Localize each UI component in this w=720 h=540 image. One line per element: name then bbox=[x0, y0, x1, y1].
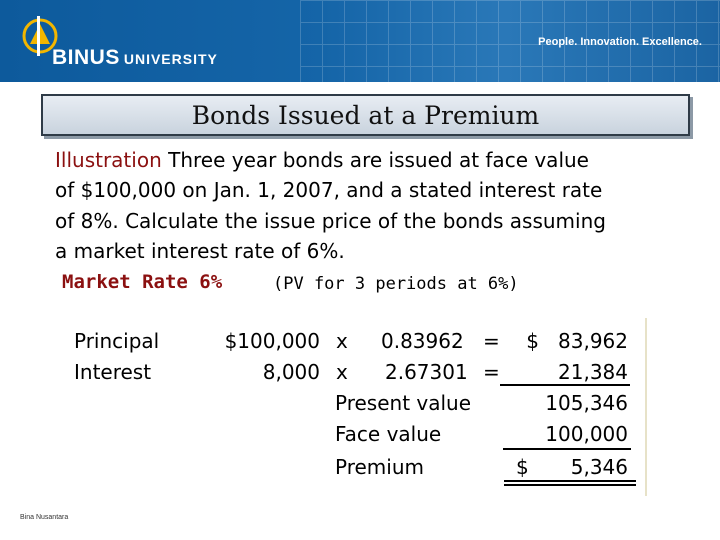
logo-binus: BINUS bbox=[52, 46, 120, 69]
market-rate-label: Market Rate 6% bbox=[62, 271, 223, 293]
premium-double-underline-1 bbox=[504, 480, 636, 482]
footer-text: Bina Nusantara bbox=[20, 514, 69, 521]
present-value-amount: 105,346 bbox=[545, 391, 628, 415]
interest-factor: 2.67301 bbox=[385, 360, 468, 384]
premium-label: Premium bbox=[335, 455, 424, 479]
paragraph-text-1: Three year bonds are issued at face value bbox=[168, 148, 589, 172]
header-banner bbox=[0, 0, 720, 82]
paragraph-line-3: of 8%. Calculate the issue price of the bonds assuming bbox=[55, 208, 606, 233]
illustration-paragraph bbox=[55, 145, 695, 266]
principal-label: Principal bbox=[74, 329, 160, 353]
face-value-label: Face value bbox=[335, 422, 442, 446]
slide-title-box bbox=[41, 94, 690, 136]
face-value-underline bbox=[503, 448, 631, 450]
interest-label: Interest bbox=[74, 360, 152, 384]
subtotal-underline bbox=[500, 384, 630, 386]
face-value-amount: 100,000 bbox=[545, 422, 628, 446]
paragraph-line-1 bbox=[55, 145, 695, 175]
logo-university: UNIVERSITY bbox=[123, 51, 218, 67]
principal-amount: $100,000 bbox=[224, 329, 320, 353]
tagline: People. Innovation. Excellence. bbox=[538, 36, 702, 48]
premium-amount: 5,346 bbox=[570, 455, 628, 479]
principal-op: x bbox=[336, 329, 348, 353]
paragraph-line-2: of $100,000 on Jan. 1, 2007, and a stated interest rate bbox=[55, 178, 603, 203]
principal-eq: = bbox=[483, 329, 500, 353]
pv-note: (PV for 3 periods at 6%) bbox=[273, 274, 519, 294]
interest-op: x bbox=[336, 360, 348, 384]
principal-result: $ 83,962 bbox=[526, 329, 628, 353]
interest-eq: = bbox=[483, 360, 500, 384]
principal-factor: 0.83962 bbox=[381, 329, 464, 353]
slide-title: Bonds Issued at a Premium bbox=[191, 101, 540, 130]
paragraph-line-4: a market interest rate of 6%. bbox=[55, 238, 345, 263]
interest-amount: 8,000 bbox=[262, 360, 320, 384]
table-edge-line bbox=[645, 318, 647, 496]
interest-result: 21,384 bbox=[558, 360, 628, 384]
present-value-label: Present value bbox=[335, 391, 472, 415]
illustration-label: Illustration bbox=[55, 148, 162, 172]
premium-dollar: $ bbox=[516, 455, 529, 479]
premium-double-underline-2 bbox=[504, 484, 636, 486]
logo-wordmark bbox=[52, 46, 218, 70]
